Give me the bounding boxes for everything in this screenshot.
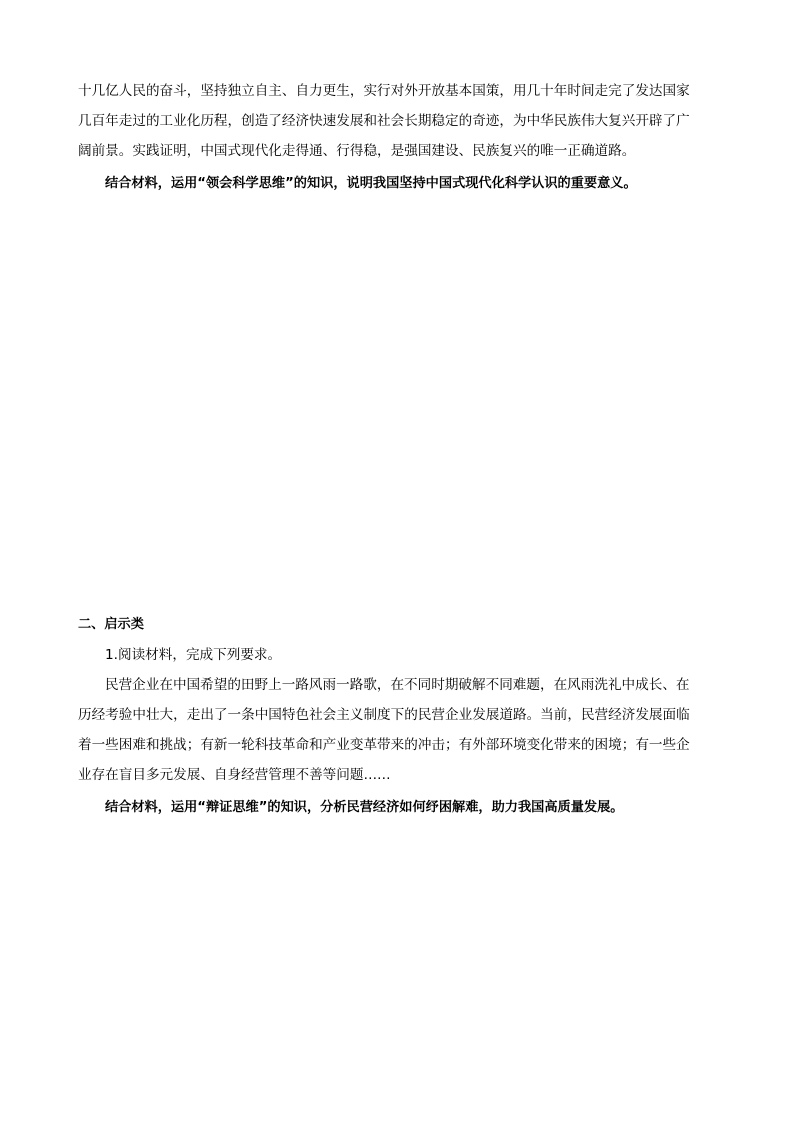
material-paragraph-2 bbox=[78, 670, 718, 790]
question-2: 结合材料，运用“辩证思维”的知识，分析民营经济如何纾困解难，助力我国高质量发展。 bbox=[105, 800, 624, 815]
material-line: 阔前景。实践证明，中国式现代化走得通、行得稳，是强国建设、民族复兴的唯一正确道路。 bbox=[78, 143, 636, 159]
material-line: 历经考验中壮大，走出了一条中国特色社会主义制度下的民营企业发展道路。当前，民营经济发展面临 bbox=[78, 707, 690, 723]
material-paragraph-1 bbox=[78, 76, 718, 166]
section-heading: 二、启示类 bbox=[78, 617, 144, 632]
material-line: 业存在盲目多元发展、自身经营管理不善等问题…… bbox=[78, 767, 391, 783]
material-line: 着一些困难和挑战；有新一轮科技革命和产业变革带来的冲击；有外部环境变化带来的困境；有一些企 bbox=[78, 737, 690, 753]
material-line: 几百年走过的工业化历程，创造了经济快速发展和社会长期稳定的奇迹，为中华民族伟大复兴开辟了广 bbox=[78, 113, 690, 129]
item-label: 1.阅读材料，完成下列要求。 bbox=[105, 647, 282, 663]
material-line: 民营企业在中国希望的田野上一路风雨一路歌，在不同时期破解不同难题，在风雨洗礼中成长、在 bbox=[105, 677, 690, 693]
material-line: 十几亿人民的奋斗，坚持独立自主、自力更生，实行对外开放基本国策，用几十年时间走完了发达国家 bbox=[78, 83, 690, 99]
question-1: 结合材料，运用“领会科学思维”的知识，说明我国坚持中国式现代化科学认识的重要意义。 bbox=[105, 176, 637, 191]
